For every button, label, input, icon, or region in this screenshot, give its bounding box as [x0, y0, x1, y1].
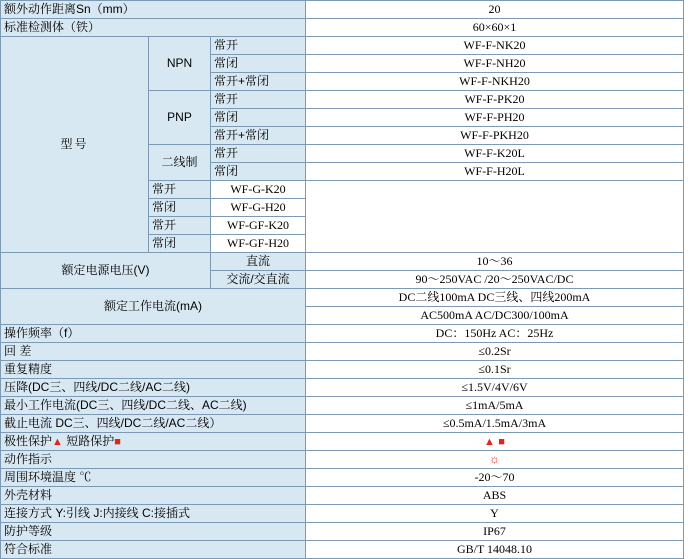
current-value-1: DC二线100mA DC三线、四线200mA — [306, 289, 684, 307]
model-pnp-nc: WF-F-PH20 — [306, 109, 684, 127]
model-acdc-no: WF-GF-K20 — [211, 217, 306, 235]
table-row — [1, 379, 684, 397]
model-two-no: WF-F-K20L — [306, 145, 684, 163]
model-ac-nc: WF-G-H20 — [211, 199, 306, 217]
ip-rating-label: 防护等级 — [1, 523, 306, 541]
voltage-dc-value: 10～36 — [306, 253, 684, 271]
npn-nonc-label: 常开+常闭 — [211, 73, 306, 91]
acdc-no-label: 常开 — [149, 217, 211, 235]
npn-no-label: 常开 — [211, 37, 306, 55]
case-material-label: 外壳材料 — [1, 487, 306, 505]
frequency-label: 操作频率（f） — [1, 325, 306, 343]
triangle-icon: ▲ — [484, 435, 495, 448]
table-row — [1, 397, 684, 415]
pnp-no-label: 常开 — [211, 91, 306, 109]
table-row — [1, 325, 684, 343]
triangle-icon: ▲ — [52, 435, 63, 448]
square-icon: ■ — [498, 435, 505, 448]
model-npn-nonc: WF-F-NKH20 — [306, 73, 684, 91]
table-row — [1, 541, 684, 559]
npn-nc-label: 常闭 — [211, 55, 306, 73]
hysteresis-label: 回 差 — [1, 343, 306, 361]
voltage-acdc-value: 90～250VAC /20～250VAC/DC — [306, 271, 684, 289]
min-current-label: 最小工作电流(DC三、四线/DC二线、AC二线) — [1, 397, 306, 415]
table-row — [1, 19, 684, 37]
model-label: 型号 — [1, 37, 149, 253]
target-label: 标准检测体（铁） — [1, 19, 306, 37]
two-nc-label: 常闭 — [211, 163, 306, 181]
standard-label: 符合标准 — [1, 541, 306, 559]
indicator-value — [306, 451, 684, 469]
frequency-value: DC：150Hz AC：25Hz — [306, 325, 684, 343]
protection-label — [1, 433, 306, 451]
repeatability-label: 重复精度 — [1, 361, 306, 379]
hysteresis-value: ≤0.2Sr — [306, 343, 684, 361]
voltage-acdc-label: 交流/交直流 — [211, 271, 306, 289]
sn-value: 20 — [306, 1, 684, 19]
short-circuit-protection-label: 短路保护 — [66, 433, 115, 448]
model-pnp-nonc: WF-F-PKH20 — [306, 127, 684, 145]
ac-nc-label: 常闭 — [149, 199, 211, 217]
pnp-label: PNP — [149, 91, 211, 145]
indicator-label: 动作指示 — [1, 451, 306, 469]
model-npn-nc: WF-F-NH20 — [306, 55, 684, 73]
polarity-protection-label: 极性保护 — [4, 433, 53, 448]
model-npn-no: WF-F-NK20 — [306, 37, 684, 55]
connection-label: 连接方式 Y:引线 J:内接线 C:接插式 — [1, 505, 306, 523]
leakage-current-label: 截止电流 DC三、四线/DC二线/AC二线） — [1, 415, 306, 433]
repeatability-value: ≤0.1Sr — [306, 361, 684, 379]
temperature-value: -20～70 — [306, 469, 684, 487]
connection-value: Y — [306, 505, 684, 523]
table-row — [1, 289, 684, 307]
square-icon: ■ — [114, 435, 121, 448]
table-row — [1, 253, 684, 271]
current-label: 额定工作电流(mA) — [1, 289, 306, 325]
model-two-nc: WF-F-H20L — [306, 163, 684, 181]
model-ac-no: WF-G-K20 — [211, 181, 306, 199]
two-wire-label: 二线制 — [149, 145, 211, 181]
voltage-dc-label: 直流 — [211, 253, 306, 271]
pnp-nc-label: 常闭 — [211, 109, 306, 127]
model-pnp-no: WF-F-PK20 — [306, 91, 684, 109]
voltage-drop-label: 压降(DC三、四线/DC二线/AC二线) — [1, 379, 306, 397]
standard-value: GB/T 14048.10 — [306, 541, 684, 559]
voltage-drop-value: ≤1.5V/4V/6V — [306, 379, 684, 397]
voltage-label: 额定电源电压(V) — [1, 253, 211, 289]
table-row — [1, 469, 684, 487]
sn-label: 额外动作距离Sn（mm） — [1, 1, 306, 19]
table-row — [1, 487, 684, 505]
table-row — [1, 523, 684, 541]
case-material-value: ABS — [306, 487, 684, 505]
pnp-nonc-label: 常开+常闭 — [211, 127, 306, 145]
protection-value — [306, 433, 684, 451]
table-row — [1, 1, 684, 19]
current-value-2: AC500mA AC/DC300/100mA — [306, 307, 684, 325]
table-row — [1, 361, 684, 379]
table-row — [1, 433, 684, 451]
ac-no-label: 常开 — [149, 181, 211, 199]
table-row — [1, 37, 684, 55]
table-row — [1, 505, 684, 523]
table-row — [1, 451, 684, 469]
sun-icon: ☼ — [489, 452, 500, 466]
table-row — [1, 415, 684, 433]
npn-label: NPN — [149, 37, 211, 91]
target-value: 60×60×1 — [306, 19, 684, 37]
temperature-label: 周围环境温度 ℃ — [1, 469, 306, 487]
two-no-label: 常开 — [211, 145, 306, 163]
acdc-nc-label: 常闭 — [149, 235, 211, 253]
model-acdc-nc: WF-GF-H20 — [211, 235, 306, 253]
leakage-current-value: ≤0.5mA/1.5mA/3mA — [306, 415, 684, 433]
ip-rating-value: IP67 — [306, 523, 684, 541]
table-row — [1, 343, 684, 361]
min-current-value: ≤1mA/5mA — [306, 397, 684, 415]
